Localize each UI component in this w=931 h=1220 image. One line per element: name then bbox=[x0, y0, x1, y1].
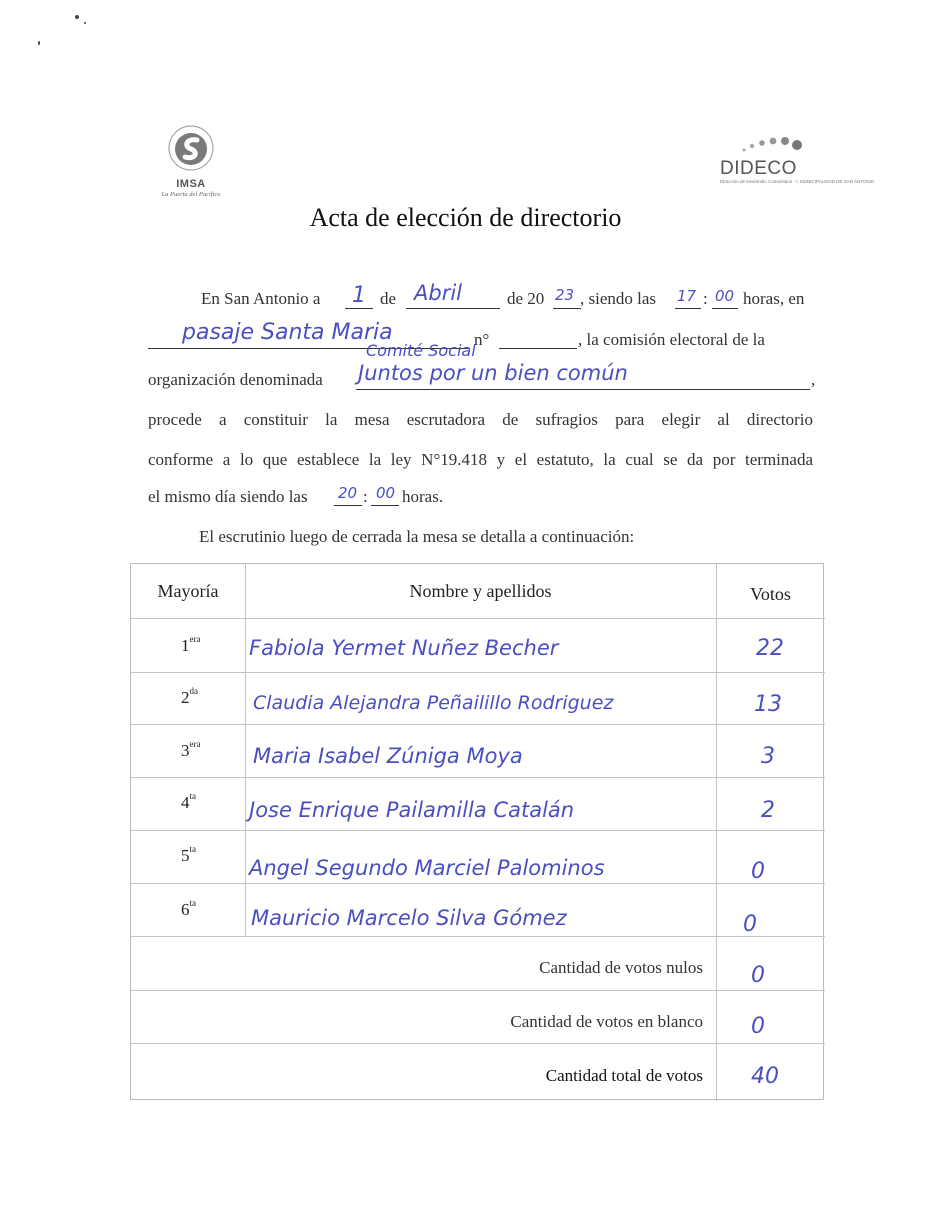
rank-number: 6 bbox=[181, 900, 190, 919]
rank-suffix: da bbox=[189, 686, 198, 696]
paragraph-line-5: conforme a lo que establece la ley N°19.418 y el estatuto, la cual se da por terminada bbox=[148, 450, 813, 469]
candidate-name: Claudia Alejandra Peñailillo Rodriguez bbox=[253, 692, 614, 714]
table-rule bbox=[131, 777, 825, 778]
end-hour: 20 bbox=[338, 484, 358, 502]
rank-1 bbox=[181, 636, 201, 656]
end-hour-blank bbox=[334, 505, 362, 506]
candidate-name: Maria Isabel Zúniga Moya bbox=[253, 744, 523, 768]
org-blank bbox=[356, 389, 810, 390]
total-votes-value: 40 bbox=[751, 1064, 779, 1089]
blank-votes-value: 0 bbox=[751, 1014, 765, 1039]
rank-2 bbox=[181, 688, 198, 708]
de-text: de bbox=[380, 289, 397, 308]
header-name: Nombre y apellidos bbox=[409, 581, 552, 601]
year-prefix: de 20 bbox=[507, 289, 545, 308]
candidate-name: Jose Enrique Pailamilla Catalán bbox=[249, 798, 575, 822]
end-text: el mismo día siendo las bbox=[148, 487, 308, 506]
org-note: Comité Social bbox=[366, 341, 476, 360]
imsa-logo bbox=[146, 124, 236, 196]
null-votes-value: 0 bbox=[751, 963, 765, 988]
number-label: n° bbox=[474, 330, 490, 349]
table-rule bbox=[131, 1043, 825, 1044]
table-rule bbox=[131, 618, 825, 619]
candidate-votes: 2 bbox=[761, 798, 775, 823]
scan-speck bbox=[38, 41, 40, 45]
imsa-brand: IMSA bbox=[176, 178, 206, 190]
header-rank: Mayoría bbox=[157, 581, 219, 601]
end-min: 00 bbox=[376, 484, 396, 502]
horas-en-text: horas, en bbox=[743, 289, 805, 308]
table-rule bbox=[131, 830, 825, 831]
month-blank bbox=[406, 308, 500, 309]
org-comma: , bbox=[811, 370, 816, 389]
start-min: 00 bbox=[715, 287, 735, 305]
rank-suffix: ta bbox=[189, 844, 196, 854]
table-rule bbox=[245, 564, 246, 936]
day-blank bbox=[345, 308, 373, 309]
dideco-logo bbox=[720, 134, 875, 196]
org-label: organización denominada bbox=[148, 370, 323, 389]
number-blank bbox=[499, 348, 577, 349]
dideco-dots-icon bbox=[738, 134, 808, 154]
candidate-name: Mauricio Marcelo Silva Gómez bbox=[251, 906, 567, 930]
rank-6 bbox=[181, 900, 196, 920]
table-rule bbox=[131, 672, 825, 673]
document-title: Acta de elección de directorio bbox=[309, 203, 622, 232]
org-name: Juntos por un bien común bbox=[358, 361, 628, 385]
imsa-tagline: La Puerta del Pacífico bbox=[161, 191, 221, 198]
scan-speck bbox=[75, 15, 79, 19]
candidate-votes: 3 bbox=[761, 744, 775, 769]
candidate-name: Angel Segundo Marciel Palominos bbox=[249, 856, 605, 880]
escrutinio-text: El escrutinio luego de cerrada la mesa se detalla a continuación: bbox=[199, 527, 635, 546]
candidate-votes: 0 bbox=[743, 912, 757, 937]
rank-suffix: ta bbox=[189, 791, 196, 801]
year-blank bbox=[553, 308, 581, 309]
rank-number: 3 bbox=[181, 741, 190, 760]
time-colon: : bbox=[703, 289, 708, 308]
rank-number: 5 bbox=[181, 846, 190, 865]
rank-3 bbox=[181, 741, 201, 761]
blank-votes-label: Cantidad de votos en blanco bbox=[510, 1012, 703, 1031]
start-min-blank bbox=[712, 308, 738, 309]
start-hour-blank bbox=[675, 308, 701, 309]
rank-number: 4 bbox=[181, 793, 190, 812]
rank-suffix: era bbox=[189, 739, 201, 749]
intro-text: En San Antonio a bbox=[201, 289, 321, 308]
comision-text: , la comisión electoral de la bbox=[578, 330, 765, 349]
month-value: Abril bbox=[414, 281, 462, 305]
rank-suffix: era bbox=[189, 634, 201, 644]
rank-5 bbox=[181, 846, 196, 866]
candidate-votes: 22 bbox=[756, 636, 784, 661]
dideco-brand: DIDECO bbox=[720, 158, 797, 179]
table-rule bbox=[131, 724, 825, 725]
rank-suffix: ta bbox=[189, 898, 196, 908]
scan-speck bbox=[84, 22, 86, 24]
imsa-seal-icon bbox=[167, 124, 215, 172]
rank-number: 2 bbox=[181, 688, 190, 707]
siendo-text: , siendo las bbox=[580, 289, 657, 308]
candidate-votes: 0 bbox=[751, 859, 765, 884]
table-rule bbox=[131, 990, 825, 991]
end-min-blank bbox=[371, 505, 399, 506]
rank-4 bbox=[181, 793, 196, 813]
total-votes-label: Cantidad total de votos bbox=[545, 1066, 703, 1085]
end-colon: : bbox=[363, 487, 368, 506]
year-value: 23 bbox=[555, 286, 575, 304]
header-votes: Votos bbox=[750, 584, 791, 604]
start-hour: 17 bbox=[677, 287, 697, 305]
rank-number: 1 bbox=[181, 636, 190, 655]
null-votes-label: Cantidad de votos nulos bbox=[539, 958, 703, 977]
place-value: pasaje Santa Maria bbox=[182, 320, 393, 345]
day-value: 1 bbox=[352, 283, 366, 308]
vote-table bbox=[130, 563, 824, 1100]
dideco-subtitle: Dirección de Desarrollo Comunitario · I. MUNICIPALIDAD DE SAN ANTONIO bbox=[720, 179, 875, 184]
candidate-votes: 13 bbox=[754, 692, 782, 717]
paragraph-line-4: procede a constituir la mesa escrutadora de sufragios para elegir al directorio bbox=[148, 410, 813, 429]
horas-text: horas. bbox=[402, 487, 444, 506]
candidate-name: Fabiola Yermet Nuñez Becher bbox=[249, 636, 559, 660]
